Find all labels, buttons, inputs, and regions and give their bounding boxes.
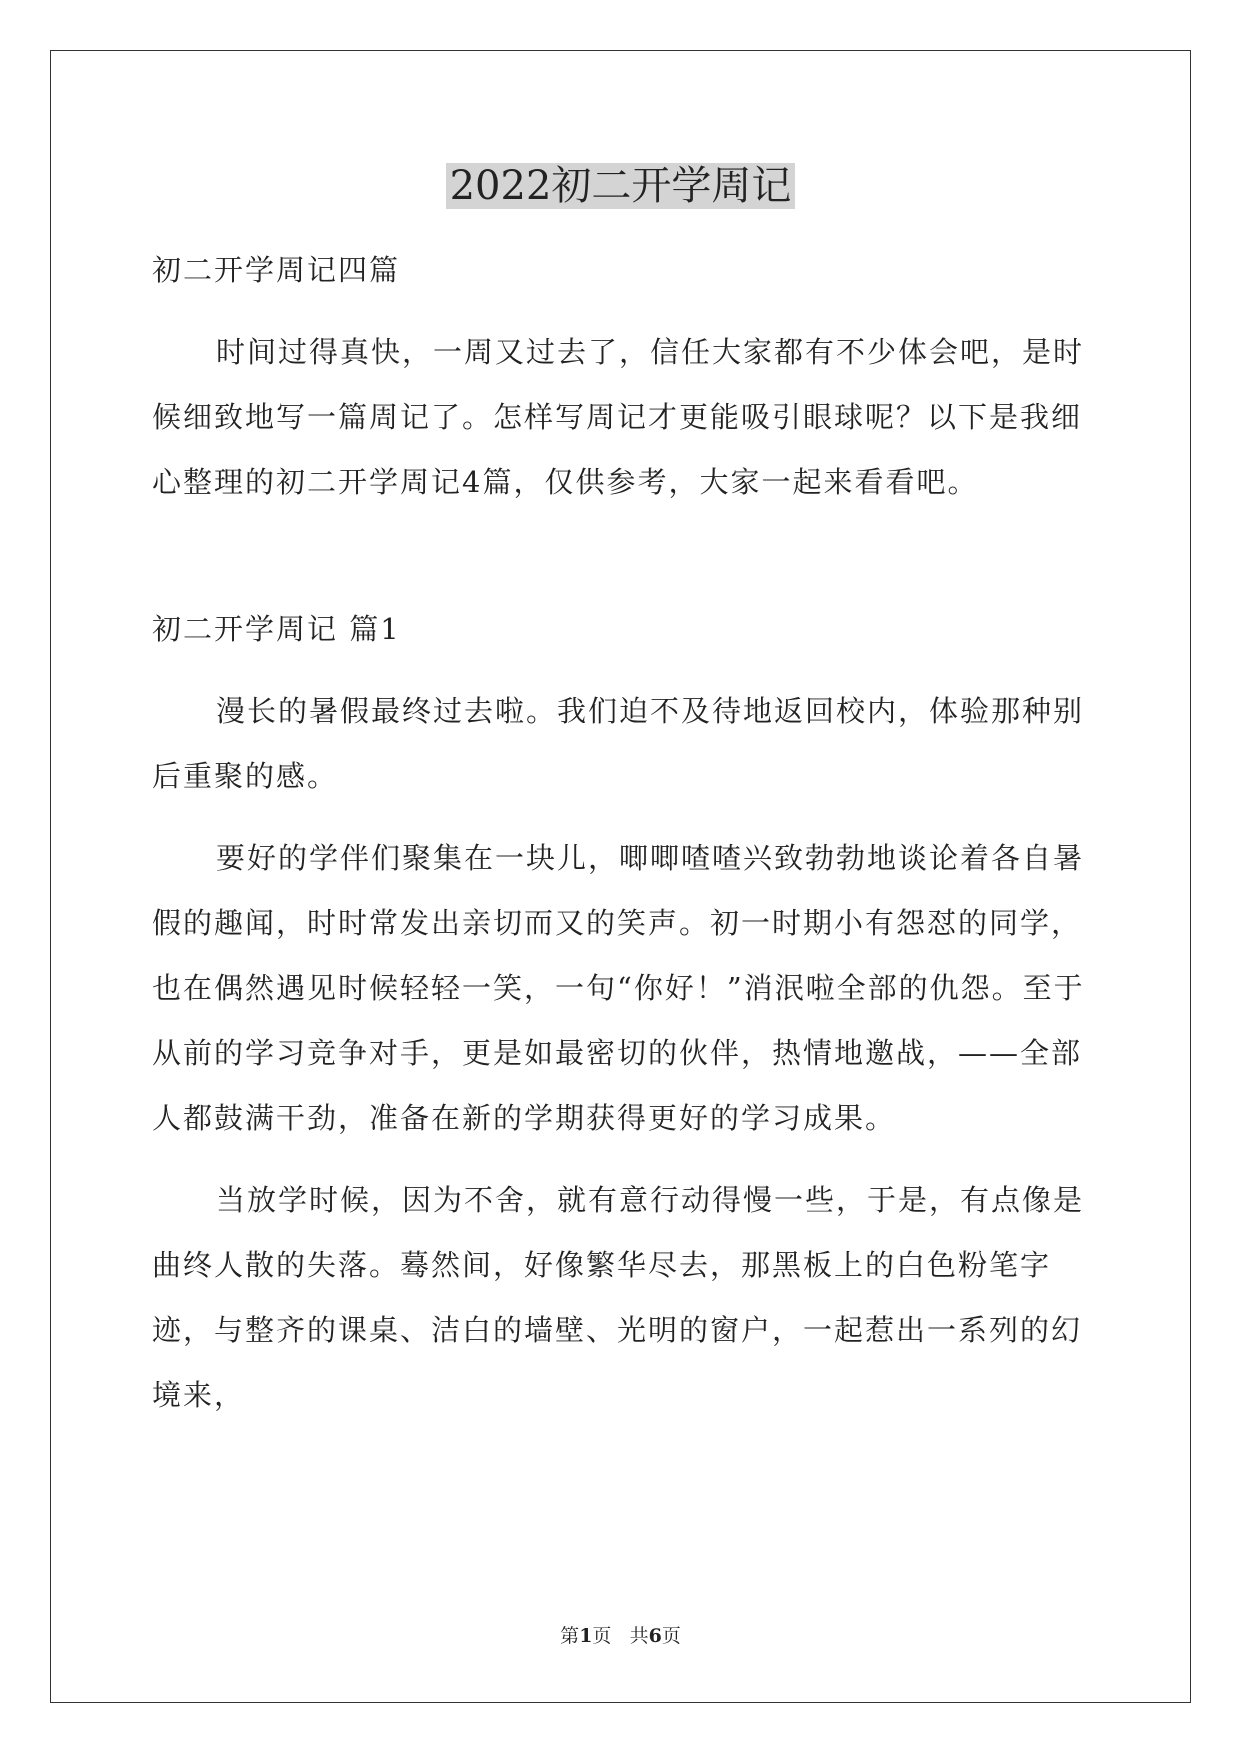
footer-prefix: 第 [560, 1625, 580, 1647]
section-heading: 初二开学周记 篇1 [152, 612, 401, 646]
intro-paragraph: 时间过得真快，一周又过去了，信任大家都有不少体会吧，是时候细致地写一篇周记了。怎样写周记才更能吸引眼球呢？以下是我细心整理的初二开学周记4篇，仅供参考，大家一起来看看吧。 [152, 335, 1085, 499]
document-subtitle: 初二开学周记四篇 [152, 253, 401, 287]
body-paragraph: 当放学时候，因为不舍，就有意行动得慢一些，于是，有点像是曲终人散的失落。蓦然间，好像繁华尽去，那黑板上的白色粉笔字迹，与整齐的课桌、洁白的墙壁、光明的窗户，一起惹出一系列的幻境来， [152, 1183, 1085, 1412]
document-body [152, 238, 1092, 1445]
footer-page-number: 1 [579, 1625, 593, 1647]
page-footer [0, 1622, 1241, 1650]
body-paragraph: 漫长的暑假最终过去啦。我们迫不及待地返回校内，体验那种别后重聚的感。 [152, 694, 1085, 793]
body-paragraph: 要好的学伴们聚集在一块儿，唧唧喳喳兴致勃勃地谈论着各自暑假的趣闻，时时常发出亲切而又的笑声。初一时期小有怨怼的同学，也在偶然遇见时候轻轻一笑，一句“你好！”消泯啦全部的仇怨。至于从前的学习竞争对手，更是如最密切的伙伴，热情地邀战，——全部人都鼓满干劲，准备在新的学期获得更好的学习成果。 [152, 841, 1085, 1135]
footer-separator: 共 [629, 1625, 649, 1647]
footer-total-pages: 6 [648, 1625, 662, 1647]
document-title [0, 158, 1241, 214]
document-title-text: 2022初二开学周记 [446, 163, 796, 209]
footer-page-label: 页 [592, 1625, 612, 1647]
footer-total-label: 页 [661, 1625, 681, 1647]
